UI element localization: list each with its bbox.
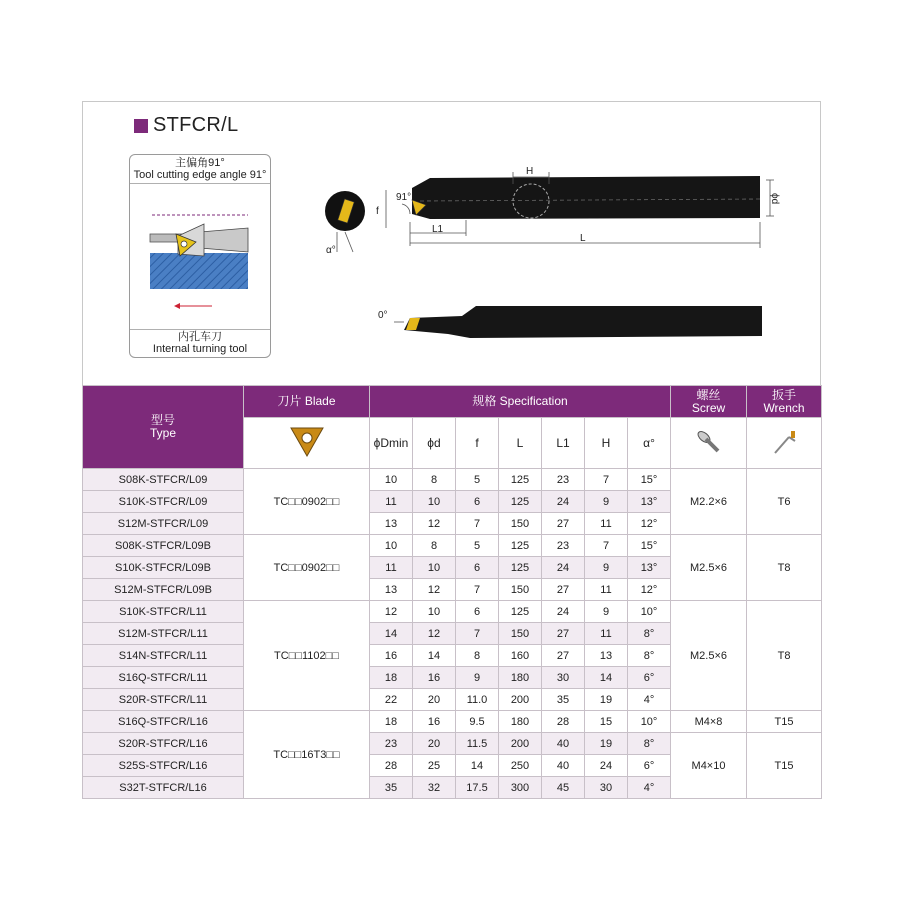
value-cell: 11.5 xyxy=(456,733,499,755)
title-text: STFCR/L xyxy=(153,114,239,136)
value-cell: 40 xyxy=(542,733,585,755)
wrench-icon xyxy=(747,418,822,469)
value-cell: 24 xyxy=(542,557,585,579)
model-cell: S12M-STFCR/L09 xyxy=(83,513,244,535)
wrench-cell: T8 xyxy=(747,535,822,601)
blade-insert-icon xyxy=(244,418,370,469)
value-cell: 18 xyxy=(370,711,413,733)
model-cell: S12M-STFCR/L09B xyxy=(83,579,244,601)
value-cell: 10° xyxy=(628,711,671,733)
value-cell: 8° xyxy=(628,733,671,755)
value-cell: 22 xyxy=(370,689,413,711)
col-header: ϕd xyxy=(413,418,456,469)
angle-91-label: 91° xyxy=(396,192,412,203)
value-cell: 6° xyxy=(628,667,671,689)
value-cell: 8° xyxy=(628,623,671,645)
value-cell: 28 xyxy=(542,711,585,733)
value-cell: 150 xyxy=(499,513,542,535)
value-cell: 9 xyxy=(585,601,628,623)
model-cell: S08K-STFCR/L09 xyxy=(83,469,244,491)
model-cell: S10K-STFCR/L09 xyxy=(83,491,244,513)
model-cell: S16Q-STFCR/L11 xyxy=(83,667,244,689)
table-row xyxy=(83,601,822,623)
type-header-en: Type xyxy=(149,426,176,440)
perspective-view xyxy=(378,306,762,338)
value-cell: 6 xyxy=(456,557,499,579)
value-cell: 35 xyxy=(542,689,585,711)
value-cell: 8 xyxy=(413,469,456,491)
value-cell: 11 xyxy=(370,557,413,579)
value-cell: 7 xyxy=(456,623,499,645)
value-cell: 250 xyxy=(499,755,542,777)
model-cell: S10K-STFCR/L11 xyxy=(83,601,244,623)
tool-technical-drawing xyxy=(0,0,900,385)
angle-label-cn: 主偏角91° xyxy=(175,157,225,169)
value-cell: 11 xyxy=(370,491,413,513)
screw-header-cn: 螺丝 xyxy=(696,387,721,402)
value-cell: 9.5 xyxy=(456,711,499,733)
value-cell: 8 xyxy=(413,535,456,557)
value-cell: 10 xyxy=(370,469,413,491)
col-header: L xyxy=(499,418,542,469)
value-cell: 7 xyxy=(585,469,628,491)
value-cell: 24 xyxy=(542,601,585,623)
value-cell: 20 xyxy=(413,689,456,711)
turning-label-en: Internal turning tool xyxy=(152,343,248,355)
blade-header: 刀片 Blade xyxy=(244,386,370,418)
value-cell: 9 xyxy=(456,667,499,689)
value-cell: 14 xyxy=(370,623,413,645)
value-cell: 180 xyxy=(499,667,542,689)
value-cell: 30 xyxy=(542,667,585,689)
value-cell: 27 xyxy=(542,513,585,535)
col-header: f xyxy=(456,418,499,469)
wrench-cell: T6 xyxy=(747,469,822,535)
col-header: ϕDmin xyxy=(370,418,413,469)
screw-cell: M4×8 xyxy=(671,711,747,733)
alpha-label: α° xyxy=(326,245,336,256)
value-cell: 7 xyxy=(456,579,499,601)
L-label: L xyxy=(580,233,586,244)
H-label: H xyxy=(526,166,534,177)
value-cell: 27 xyxy=(542,645,585,667)
value-cell: 9 xyxy=(585,491,628,513)
value-cell: 20 xyxy=(413,733,456,755)
value-cell: 125 xyxy=(499,557,542,579)
type-header-cn: 型号 xyxy=(150,413,175,427)
value-cell: 11 xyxy=(585,513,628,535)
zero-angle-label: 0° xyxy=(378,310,388,321)
table-row xyxy=(83,711,822,733)
value-cell: 18 xyxy=(370,667,413,689)
value-cell: 28 xyxy=(370,755,413,777)
value-cell: 150 xyxy=(499,579,542,601)
value-cell: 13° xyxy=(628,491,671,513)
value-cell: 14 xyxy=(585,667,628,689)
f-label: f xyxy=(376,206,379,217)
value-cell: 4° xyxy=(628,689,671,711)
model-cell: S14N-STFCR/L11 xyxy=(83,645,244,667)
model-cell: S20R-STFCR/L11 xyxy=(83,689,244,711)
value-cell: 10 xyxy=(413,601,456,623)
value-cell: 19 xyxy=(585,689,628,711)
spec-header: 规格 Specification xyxy=(370,386,671,418)
value-cell: 16 xyxy=(413,711,456,733)
value-cell: 12 xyxy=(413,579,456,601)
value-cell: 12 xyxy=(413,513,456,535)
screw-header xyxy=(671,386,747,418)
value-cell: 125 xyxy=(499,491,542,513)
value-cell: 10 xyxy=(413,491,456,513)
value-cell: 15 xyxy=(585,711,628,733)
value-cell: 40 xyxy=(542,755,585,777)
value-cell: 12° xyxy=(628,513,671,535)
value-cell: 16 xyxy=(370,645,413,667)
angle-label-en: Tool cutting edge angle 91° xyxy=(133,169,267,181)
value-cell: 17.5 xyxy=(456,777,499,799)
wrench-cell: T15 xyxy=(747,711,822,733)
value-cell: 25 xyxy=(413,755,456,777)
value-cell: 5 xyxy=(456,535,499,557)
value-cell: 150 xyxy=(499,623,542,645)
screw-header-en: Screw xyxy=(691,400,726,415)
value-cell: 7 xyxy=(456,513,499,535)
type-header xyxy=(83,386,244,469)
col-header: H xyxy=(585,418,628,469)
model-cell: S25S-STFCR/L16 xyxy=(83,755,244,777)
value-cell: 15° xyxy=(628,469,671,491)
value-cell: 4° xyxy=(628,777,671,799)
value-cell: 8° xyxy=(628,645,671,667)
value-cell: 19 xyxy=(585,733,628,755)
wrench-cell: T15 xyxy=(747,733,822,799)
value-cell: 11 xyxy=(585,623,628,645)
value-cell: 32 xyxy=(413,777,456,799)
screw-cell: M2.2×6 xyxy=(671,469,747,535)
table-row xyxy=(83,535,822,557)
end-view xyxy=(325,191,365,256)
screw-cell: M2.5×6 xyxy=(671,535,747,601)
value-cell: 6 xyxy=(456,601,499,623)
value-cell: 13 xyxy=(585,645,628,667)
value-cell: 30 xyxy=(585,777,628,799)
value-cell: 12 xyxy=(370,601,413,623)
blade-cell: TC□□0902□□ xyxy=(244,469,370,535)
value-cell: 7 xyxy=(585,535,628,557)
value-cell: 125 xyxy=(499,535,542,557)
specification-table xyxy=(82,385,822,799)
wrench-header-cn: 扳手 xyxy=(772,387,797,402)
value-cell: 9 xyxy=(585,557,628,579)
value-cell: 6 xyxy=(456,491,499,513)
blade-cell: TC□□16T3□□ xyxy=(244,711,370,799)
value-cell: 6° xyxy=(628,755,671,777)
value-cell: 10° xyxy=(628,601,671,623)
blade-cell: TC□□1102□□ xyxy=(244,601,370,711)
side-view xyxy=(376,166,780,248)
blade-cell: TC□□0902□□ xyxy=(244,535,370,601)
value-cell: 200 xyxy=(499,689,542,711)
model-cell: S08K-STFCR/L09B xyxy=(83,535,244,557)
value-cell: 27 xyxy=(542,579,585,601)
value-cell: 23 xyxy=(370,733,413,755)
screw-cell: M4×10 xyxy=(671,733,747,799)
value-cell: 11.0 xyxy=(456,689,499,711)
value-cell: 5 xyxy=(456,469,499,491)
value-cell: 24 xyxy=(542,491,585,513)
value-cell: 15° xyxy=(628,535,671,557)
value-cell: 300 xyxy=(499,777,542,799)
wrench-cell: T8 xyxy=(747,601,822,711)
value-cell: 13 xyxy=(370,513,413,535)
value-cell: 160 xyxy=(499,645,542,667)
value-cell: 35 xyxy=(370,777,413,799)
col-header: α° xyxy=(628,418,671,469)
wrench-header xyxy=(747,386,822,418)
value-cell: 45 xyxy=(542,777,585,799)
value-cell: 13 xyxy=(370,579,413,601)
value-cell: 10 xyxy=(413,557,456,579)
value-cell: 12 xyxy=(413,623,456,645)
value-cell: 11 xyxy=(585,579,628,601)
value-cell: 125 xyxy=(499,601,542,623)
value-cell: 27 xyxy=(542,623,585,645)
model-cell: S20R-STFCR/L16 xyxy=(83,733,244,755)
value-cell: 23 xyxy=(542,535,585,557)
model-cell: S10K-STFCR/L09B xyxy=(83,557,244,579)
model-cell: S12M-STFCR/L11 xyxy=(83,623,244,645)
value-cell: 16 xyxy=(413,667,456,689)
value-cell: 200 xyxy=(499,733,542,755)
table-body xyxy=(83,469,822,799)
value-cell: 10 xyxy=(370,535,413,557)
value-cell: 13° xyxy=(628,557,671,579)
value-cell: 14 xyxy=(456,755,499,777)
screw-cell: M2.5×6 xyxy=(671,601,747,711)
value-cell: 12° xyxy=(628,579,671,601)
model-cell: S16Q-STFCR/L16 xyxy=(83,711,244,733)
phid-label: ϕd xyxy=(769,193,780,205)
table-row xyxy=(83,469,822,491)
turning-label-cn: 内孔车刀 xyxy=(178,331,222,343)
screw-icon xyxy=(671,418,747,469)
value-cell: 14 xyxy=(413,645,456,667)
value-cell: 23 xyxy=(542,469,585,491)
wrench-header-en: Wrench xyxy=(763,400,805,415)
model-cell: S32T-STFCR/L16 xyxy=(83,777,244,799)
value-cell: 24 xyxy=(585,755,628,777)
value-cell: 125 xyxy=(499,469,542,491)
value-cell: 8 xyxy=(456,645,499,667)
value-cell: 180 xyxy=(499,711,542,733)
L1-label: L1 xyxy=(432,224,444,235)
table-row xyxy=(83,733,822,755)
col-header: L1 xyxy=(542,418,585,469)
